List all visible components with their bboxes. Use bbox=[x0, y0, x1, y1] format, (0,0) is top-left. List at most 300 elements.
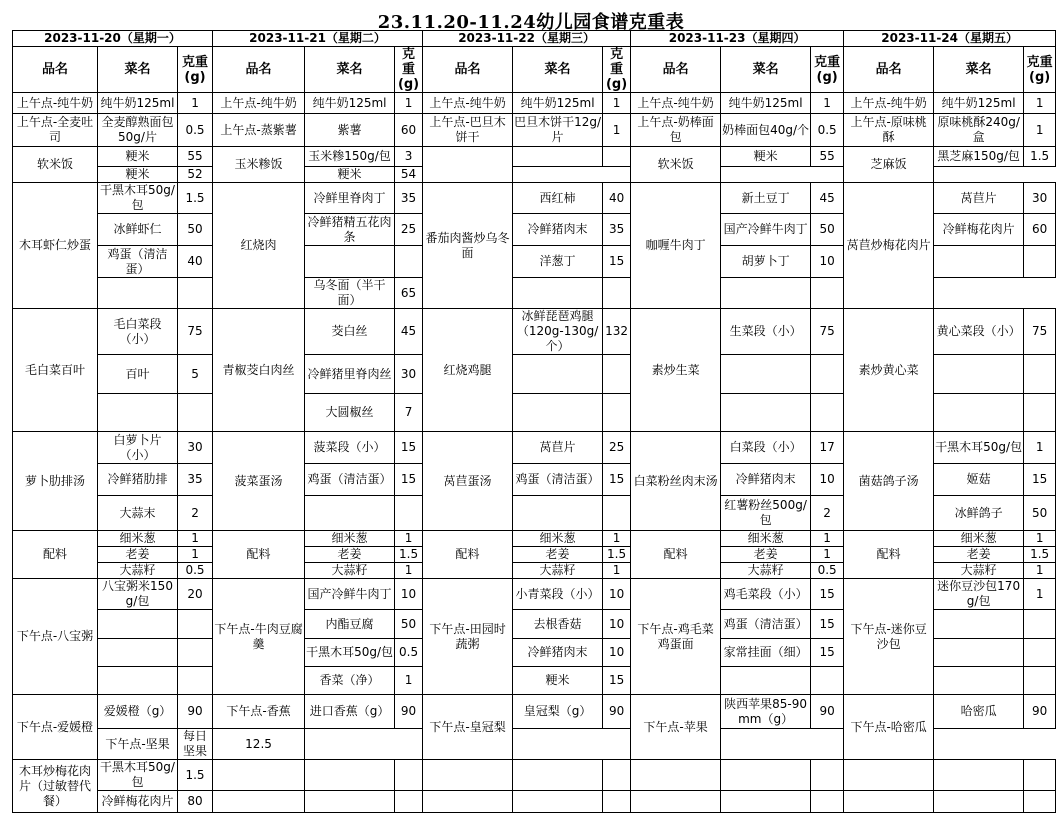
dish-name-cell bbox=[213, 760, 305, 791]
weight-cell: 1 bbox=[811, 531, 844, 547]
ingredient-cell: 冷鲜猪精五花肉条 bbox=[305, 214, 395, 246]
ingredient-cell: 细米葱 bbox=[98, 531, 178, 547]
weight-cell: 10 bbox=[603, 610, 631, 639]
weight-cell: 2 bbox=[178, 496, 213, 531]
weight-cell: 90 bbox=[811, 695, 844, 729]
weight-cell bbox=[1024, 639, 1056, 667]
ingredient-cell bbox=[934, 246, 1024, 278]
dish-name-cell: 上午点-纯牛奶 bbox=[631, 93, 721, 114]
weight-cell bbox=[811, 667, 844, 695]
ingredient-header: 菜名 bbox=[98, 47, 178, 93]
dish-name-cell: 下午点-爱媛橙 bbox=[13, 695, 98, 760]
weight-cell: 10 bbox=[811, 464, 844, 496]
ingredient-cell: 冷鲜猪肉末 bbox=[721, 464, 811, 496]
weight-cell: 50 bbox=[178, 214, 213, 246]
weight-cell: 90 bbox=[1024, 695, 1056, 729]
ingredient-cell: 鸡蛋（清洁蛋） bbox=[721, 610, 811, 639]
dish-name-cell: 莴苣蛋汤 bbox=[423, 432, 513, 531]
weight-cell: 90 bbox=[395, 695, 423, 729]
ingredient-cell bbox=[305, 246, 395, 278]
weight-cell: 1 bbox=[811, 547, 844, 563]
ingredient-cell: 内酯豆腐 bbox=[305, 610, 395, 639]
weight-cell: 1 bbox=[1024, 114, 1056, 147]
weight-cell: 40 bbox=[603, 183, 631, 214]
ingredient-cell: 老姜 bbox=[513, 547, 603, 563]
weight-cell: 3 bbox=[395, 147, 423, 167]
dish-name-cell: 莴苣炒梅花肉片 bbox=[844, 183, 934, 309]
ingredient-cell: 大蒜籽 bbox=[513, 563, 603, 579]
weight-cell: 0.5 bbox=[811, 114, 844, 147]
weight-cell: 50 bbox=[1024, 496, 1056, 531]
weight-cell: 1 bbox=[395, 531, 423, 547]
ingredient-cell: 迷你豆沙包170g/包 bbox=[934, 579, 1024, 610]
ingredient-cell: 奶棒面包40g/个 bbox=[721, 114, 811, 147]
weight-cell: 1 bbox=[1024, 93, 1056, 114]
weight-cell: 0.5 bbox=[178, 563, 213, 579]
ingredient-cell: 香菜（净） bbox=[305, 667, 395, 695]
ingredient-cell: 哈密瓜 bbox=[934, 695, 1024, 729]
weight-cell: 15 bbox=[603, 667, 631, 695]
ingredient-cell: 鸡蛋（清洁蛋） bbox=[305, 464, 395, 496]
weight-cell: 1 bbox=[603, 531, 631, 547]
ingredient-cell: 原味桃酥240g/盒 bbox=[934, 114, 1024, 147]
weight-cell: 1 bbox=[603, 93, 631, 114]
dish-header: 品名 bbox=[213, 47, 305, 93]
weight-cell bbox=[395, 246, 423, 278]
dish-name-cell: 上午点-巴旦木饼干 bbox=[423, 114, 513, 147]
weight-cell bbox=[395, 496, 423, 531]
ingredient-cell: 干黑木耳50g/包 bbox=[934, 432, 1024, 464]
ingredient-cell bbox=[721, 394, 811, 432]
ingredient-header: 菜名 bbox=[721, 47, 811, 93]
weight-header: 克重(g) bbox=[811, 47, 844, 93]
weight-cell bbox=[811, 355, 844, 394]
table-row bbox=[13, 579, 1056, 610]
ingredient-cell: 莴苣片 bbox=[934, 183, 1024, 214]
dish-name-cell: 萝卜肋排汤 bbox=[13, 432, 98, 531]
ingredient-cell: 红薯粉丝500g/包 bbox=[721, 496, 811, 531]
dish-name-cell: 下午点-田园时蔬粥 bbox=[423, 579, 513, 695]
day-header: 2023-11-22（星期三） bbox=[423, 31, 631, 47]
ingredient-cell: 粳米 bbox=[305, 167, 395, 183]
ingredient-cell: 玉米糁150g/包 bbox=[305, 147, 395, 167]
weight-cell: 30 bbox=[178, 432, 213, 464]
weight-cell bbox=[395, 760, 423, 791]
weight-cell: 1 bbox=[603, 563, 631, 579]
weight-cell: 90 bbox=[603, 695, 631, 729]
weight-cell: 50 bbox=[811, 214, 844, 246]
dish-name-cell: 木耳虾仁炒蛋 bbox=[13, 183, 98, 309]
dish-name-cell: 配料 bbox=[13, 531, 98, 579]
ingredient-cell: 干黑木耳50g/包 bbox=[98, 183, 178, 214]
weight-cell bbox=[811, 760, 844, 791]
ingredient-cell: 鸡蛋（清洁蛋） bbox=[98, 246, 178, 278]
weight-cell: 1.5 bbox=[395, 547, 423, 563]
weight-cell: 17 bbox=[811, 432, 844, 464]
ingredient-cell: 茭白丝 bbox=[305, 309, 395, 355]
ingredient-cell: 黄心菜段（小） bbox=[934, 309, 1024, 355]
ingredient-cell: 生菜段（小） bbox=[721, 309, 811, 355]
weight-cell: 1 bbox=[1024, 531, 1056, 547]
ingredient-cell bbox=[721, 355, 811, 394]
table-row bbox=[13, 114, 1056, 147]
weight-cell bbox=[1024, 667, 1056, 695]
ingredient-cell: 冷鲜猪里脊肉丝 bbox=[305, 355, 395, 394]
ingredient-cell: 姬菇 bbox=[934, 464, 1024, 496]
weight-cell: 60 bbox=[1024, 214, 1056, 246]
dish-name-cell bbox=[631, 791, 721, 813]
weight-cell: 20 bbox=[178, 579, 213, 610]
dish-header: 品名 bbox=[13, 47, 98, 93]
weight-cell: 52 bbox=[178, 167, 213, 183]
ingredient-cell bbox=[98, 394, 178, 432]
weight-cell: 75 bbox=[811, 309, 844, 355]
weight-cell: 0.5 bbox=[811, 563, 844, 579]
weight-cell: 1 bbox=[395, 667, 423, 695]
ingredient-cell bbox=[934, 667, 1024, 695]
weight-cell: 35 bbox=[178, 464, 213, 496]
weight-cell: 10 bbox=[603, 579, 631, 610]
weight-cell bbox=[603, 760, 631, 791]
table-row bbox=[13, 791, 1056, 813]
dish-name-cell: 上午点-纯牛奶 bbox=[13, 93, 98, 114]
weight-cell: 0.5 bbox=[395, 639, 423, 667]
table-row bbox=[13, 93, 1056, 114]
weight-cell: 25 bbox=[395, 214, 423, 246]
weight-cell: 75 bbox=[1024, 309, 1056, 355]
dish-name-cell: 上午点-全麦吐司 bbox=[13, 114, 98, 147]
weight-cell bbox=[1024, 610, 1056, 639]
ingredient-cell: 每日坚果 bbox=[178, 729, 213, 760]
ingredient-cell: 胡萝卜丁 bbox=[721, 246, 811, 278]
ingredient-cell: 白萝卜片（小） bbox=[98, 432, 178, 464]
ingredient-header: 菜名 bbox=[513, 47, 603, 93]
weight-cell bbox=[603, 394, 631, 432]
weight-cell: 15 bbox=[603, 464, 631, 496]
ingredient-cell: 毛白菜段（小） bbox=[98, 309, 178, 355]
dish-name-cell bbox=[423, 791, 513, 813]
ingredient-cell bbox=[513, 278, 603, 309]
ingredient-cell: 家常挂面（细） bbox=[721, 639, 811, 667]
ingredient-cell: 粳米 bbox=[513, 667, 603, 695]
ingredient-cell: 去根香菇 bbox=[513, 610, 603, 639]
table-row bbox=[13, 695, 1056, 729]
dish-name-cell: 素炒黄心菜 bbox=[844, 309, 934, 432]
dish-name-cell: 下午点-香蕉 bbox=[213, 695, 305, 729]
weight-cell: 1.5 bbox=[178, 760, 213, 791]
dish-name-cell bbox=[631, 760, 721, 791]
dish-name-cell bbox=[844, 791, 934, 813]
ingredient-cell: 小青菜段（小） bbox=[513, 579, 603, 610]
ingredient-cell bbox=[513, 496, 603, 531]
ingredient-cell: 大蒜籽 bbox=[934, 563, 1024, 579]
dish-name-cell: 配料 bbox=[423, 531, 513, 579]
weight-cell: 1.5 bbox=[1024, 147, 1056, 167]
dish-name-cell: 菠菜蛋汤 bbox=[213, 432, 305, 531]
dish-name-cell: 上午点-原味桃酥 bbox=[844, 114, 934, 147]
column-header-row bbox=[13, 47, 1056, 93]
weight-cell: 12.5 bbox=[213, 729, 305, 760]
weight-cell: 15 bbox=[395, 464, 423, 496]
weight-cell bbox=[1024, 791, 1056, 813]
day-header-row bbox=[13, 31, 1056, 47]
weight-cell: 55 bbox=[811, 147, 844, 167]
ingredient-cell bbox=[934, 760, 1024, 791]
ingredient-cell: 细米葱 bbox=[513, 531, 603, 547]
weight-cell bbox=[178, 278, 213, 309]
weight-cell: 55 bbox=[178, 147, 213, 167]
dish-name-cell: 红烧鸡腿 bbox=[423, 309, 513, 432]
ingredient-cell: 老姜 bbox=[934, 547, 1024, 563]
ingredient-cell: 纯牛奶125ml bbox=[305, 93, 395, 114]
dish-name-cell: 玉米糁饭 bbox=[213, 147, 305, 183]
ingredient-cell: 干黑木耳50g/包 bbox=[305, 639, 395, 667]
weight-cell bbox=[178, 639, 213, 667]
day-header: 2023-11-23（星期四） bbox=[631, 31, 844, 47]
ingredient-cell bbox=[98, 639, 178, 667]
ingredient-header: 菜名 bbox=[305, 47, 395, 93]
day-header: 2023-11-21（星期二） bbox=[213, 31, 423, 47]
ingredient-cell: 老姜 bbox=[721, 547, 811, 563]
weight-cell: 50 bbox=[395, 610, 423, 639]
weight-cell: 30 bbox=[1024, 183, 1056, 214]
ingredient-cell bbox=[513, 760, 603, 791]
ingredient-cell: 粳米 bbox=[98, 167, 178, 183]
ingredient-cell bbox=[513, 791, 603, 813]
ingredient-cell bbox=[98, 278, 178, 309]
dish-header: 品名 bbox=[844, 47, 934, 93]
weight-cell: 7 bbox=[395, 394, 423, 432]
weight-cell: 54 bbox=[395, 167, 423, 183]
dish-name-cell: 下午点-坚果 bbox=[98, 729, 178, 760]
page-title: 23.11.20-11.24幼儿园食谱克重表 bbox=[377, 12, 685, 33]
ingredient-cell: 冰鲜鸽子 bbox=[934, 496, 1024, 531]
ingredient-cell: 洋葱丁 bbox=[513, 246, 603, 278]
ingredient-cell: 陕西苹果85-90mm（g） bbox=[721, 695, 811, 729]
ingredient-cell: 八宝粥米150g/包 bbox=[98, 579, 178, 610]
weight-cell bbox=[178, 667, 213, 695]
weight-cell: 35 bbox=[603, 214, 631, 246]
dish-name-cell bbox=[423, 760, 513, 791]
ingredient-cell: 乌冬面（半干面） bbox=[305, 278, 395, 309]
ingredient-cell bbox=[305, 791, 395, 813]
weight-cell: 5 bbox=[178, 355, 213, 394]
dish-name-cell: 素炒生菜 bbox=[631, 309, 721, 432]
ingredient-cell: 冰鲜虾仁 bbox=[98, 214, 178, 246]
ingredient-cell: 细米葱 bbox=[305, 531, 395, 547]
dish-header: 品名 bbox=[423, 47, 513, 93]
ingredient-cell: 鸡毛菜段（小） bbox=[721, 579, 811, 610]
weight-cell: 45 bbox=[811, 183, 844, 214]
dish-name-cell: 番茄肉酱炒乌冬面 bbox=[423, 183, 513, 309]
weight-cell: 1 bbox=[1024, 432, 1056, 464]
table-row bbox=[13, 183, 1056, 214]
weight-header: 克重(g) bbox=[395, 47, 423, 93]
weight-cell bbox=[603, 355, 631, 394]
ingredient-cell bbox=[305, 760, 395, 791]
table-row bbox=[13, 531, 1056, 547]
ingredient-cell bbox=[513, 147, 603, 167]
dish-header: 品名 bbox=[631, 47, 721, 93]
ingredient-cell: 爱媛橙（g） bbox=[98, 695, 178, 729]
dish-name-cell: 下午点-苹果 bbox=[631, 695, 721, 760]
weight-cell: 45 bbox=[395, 309, 423, 355]
weight-cell bbox=[811, 278, 844, 309]
ingredient-cell bbox=[305, 496, 395, 531]
weight-cell bbox=[811, 394, 844, 432]
weight-cell: 1 bbox=[178, 547, 213, 563]
ingredient-cell: 大圆椒丝 bbox=[305, 394, 395, 432]
dish-name-cell bbox=[213, 791, 305, 813]
dish-name-cell: 下午点-哈密瓜 bbox=[844, 695, 934, 760]
dish-name-cell: 配料 bbox=[631, 531, 721, 579]
weight-cell: 10 bbox=[395, 579, 423, 610]
dish-name-cell: 咖喱牛肉丁 bbox=[631, 183, 721, 309]
dish-name-cell: 上午点-纯牛奶 bbox=[423, 93, 513, 114]
ingredient-cell: 纯牛奶125ml bbox=[98, 93, 178, 114]
weight-cell: 15 bbox=[811, 610, 844, 639]
ingredient-cell: 老姜 bbox=[98, 547, 178, 563]
ingredient-cell: 紫薯 bbox=[305, 114, 395, 147]
weight-cell: 15 bbox=[811, 579, 844, 610]
weight-cell: 90 bbox=[178, 695, 213, 729]
weight-cell: 1 bbox=[395, 93, 423, 114]
weight-cell: 1.5 bbox=[178, 183, 213, 214]
ingredient-cell: 冷鲜猪肉末 bbox=[513, 214, 603, 246]
weight-cell bbox=[603, 496, 631, 531]
ingredient-cell: 冷鲜猪肉末 bbox=[513, 639, 603, 667]
weight-cell: 1 bbox=[178, 93, 213, 114]
ingredient-cell: 细米葱 bbox=[721, 531, 811, 547]
day-header: 2023-11-24（星期五） bbox=[844, 31, 1056, 47]
ingredient-cell: 粳米 bbox=[98, 147, 178, 167]
dish-name-cell bbox=[423, 147, 513, 183]
ingredient-cell: 黑芝麻150g/包 bbox=[934, 147, 1024, 167]
ingredient-cell: 百叶 bbox=[98, 355, 178, 394]
ingredient-cell bbox=[721, 278, 811, 309]
weight-cell bbox=[178, 394, 213, 432]
weight-cell: 15 bbox=[603, 246, 631, 278]
weight-cell bbox=[811, 791, 844, 813]
ingredient-cell: 冷鲜梅花肉片 bbox=[934, 214, 1024, 246]
ingredient-cell bbox=[934, 639, 1024, 667]
table-row bbox=[13, 432, 1056, 464]
ingredient-cell bbox=[98, 667, 178, 695]
dish-name-cell: 上午点-奶棒面包 bbox=[631, 114, 721, 147]
ingredient-cell bbox=[934, 791, 1024, 813]
weight-cell: 1.5 bbox=[1024, 547, 1056, 563]
weight-cell: 40 bbox=[178, 246, 213, 278]
ingredient-cell: 国产冷鲜牛肉丁 bbox=[305, 579, 395, 610]
weight-cell: 2 bbox=[811, 496, 844, 531]
ingredient-cell bbox=[98, 610, 178, 639]
table-row bbox=[13, 760, 1056, 791]
weight-cell bbox=[395, 791, 423, 813]
ingredient-cell bbox=[513, 394, 603, 432]
dish-name-cell: 下午点-皇冠梨 bbox=[423, 695, 513, 760]
weight-cell: 15 bbox=[811, 639, 844, 667]
ingredient-cell: 莴苣片 bbox=[513, 432, 603, 464]
dish-name-cell: 毛白菜百叶 bbox=[13, 309, 98, 432]
ingredient-cell: 皇冠梨（g） bbox=[513, 695, 603, 729]
weight-cell: 1 bbox=[178, 531, 213, 547]
weight-cell bbox=[603, 791, 631, 813]
weight-cell: 30 bbox=[395, 355, 423, 394]
dish-name-cell: 木耳炒梅花肉片（过敏替代餐） bbox=[13, 760, 98, 813]
ingredient-cell: 粳米 bbox=[721, 147, 811, 167]
dish-name-cell: 上午点-纯牛奶 bbox=[844, 93, 934, 114]
dish-name-cell: 软米饭 bbox=[631, 147, 721, 183]
weight-cell: 15 bbox=[1024, 464, 1056, 496]
weight-cell: 1.5 bbox=[603, 547, 631, 563]
ingredient-cell: 巴旦木饼干12g/片 bbox=[513, 114, 603, 147]
weight-cell bbox=[178, 610, 213, 639]
weight-cell: 1 bbox=[811, 93, 844, 114]
dish-name-cell: 下午点-迷你豆沙包 bbox=[844, 579, 934, 695]
ingredient-cell: 纯牛奶125ml bbox=[513, 93, 603, 114]
ingredient-cell bbox=[934, 610, 1024, 639]
ingredient-cell: 纯牛奶125ml bbox=[934, 93, 1024, 114]
dish-name-cell: 配料 bbox=[213, 531, 305, 579]
ingredient-cell: 全麦醇熟面包50g/片 bbox=[98, 114, 178, 147]
weight-header: 克重(g) bbox=[178, 47, 213, 93]
weight-cell: 1 bbox=[1024, 563, 1056, 579]
weight-cell bbox=[1024, 355, 1056, 394]
weight-cell: 132 bbox=[603, 309, 631, 355]
ingredient-cell: 白菜段（小） bbox=[721, 432, 811, 464]
weight-header: 克重(g) bbox=[603, 47, 631, 93]
weight-cell: 25 bbox=[603, 432, 631, 464]
ingredient-cell: 冷鲜猪肋排 bbox=[98, 464, 178, 496]
ingredient-cell: 进口香蕉（g） bbox=[305, 695, 395, 729]
dish-name-cell: 配料 bbox=[844, 531, 934, 579]
ingredient-cell bbox=[721, 760, 811, 791]
weight-header: 克重(g) bbox=[1024, 47, 1056, 93]
ingredient-cell bbox=[934, 394, 1024, 432]
ingredient-cell: 菠菜段（小） bbox=[305, 432, 395, 464]
weight-cell: 1 bbox=[603, 114, 631, 147]
table-row bbox=[13, 147, 1056, 167]
dish-name-cell: 红烧肉 bbox=[213, 183, 305, 309]
dish-name-cell: 软米饭 bbox=[13, 147, 98, 183]
ingredient-cell: 新土豆丁 bbox=[721, 183, 811, 214]
ingredient-cell: 冰鲜琵琶鸡腿（120g-130g/个） bbox=[513, 309, 603, 355]
dish-name-cell: 下午点-牛肉豆腐羹 bbox=[213, 579, 305, 695]
ingredient-cell bbox=[513, 355, 603, 394]
ingredient-cell bbox=[721, 791, 811, 813]
ingredient-cell bbox=[934, 355, 1024, 394]
ingredient-cell: 大蒜籽 bbox=[98, 563, 178, 579]
weight-cell bbox=[1024, 246, 1056, 278]
ingredient-cell: 大蒜末 bbox=[98, 496, 178, 531]
dish-name-cell bbox=[844, 760, 934, 791]
ingredient-cell: 细米葱 bbox=[934, 531, 1024, 547]
ingredient-cell: 大蒜籽 bbox=[305, 563, 395, 579]
weight-cell: 80 bbox=[178, 791, 213, 813]
weight-cell: 35 bbox=[395, 183, 423, 214]
menu-table bbox=[12, 30, 1056, 813]
ingredient-cell: 老姜 bbox=[305, 547, 395, 563]
weight-cell bbox=[1024, 394, 1056, 432]
weight-cell bbox=[603, 278, 631, 309]
ingredient-cell: 大蒜籽 bbox=[721, 563, 811, 579]
dish-name-cell: 青椒茭白肉丝 bbox=[213, 309, 305, 432]
dish-name-cell: 白菜粉丝肉末汤 bbox=[631, 432, 721, 531]
ingredient-cell: 国产冷鲜牛肉丁 bbox=[721, 214, 811, 246]
weight-cell: 0.5 bbox=[178, 114, 213, 147]
dish-name-cell: 上午点-蒸紫薯 bbox=[213, 114, 305, 147]
weight-cell: 60 bbox=[395, 114, 423, 147]
